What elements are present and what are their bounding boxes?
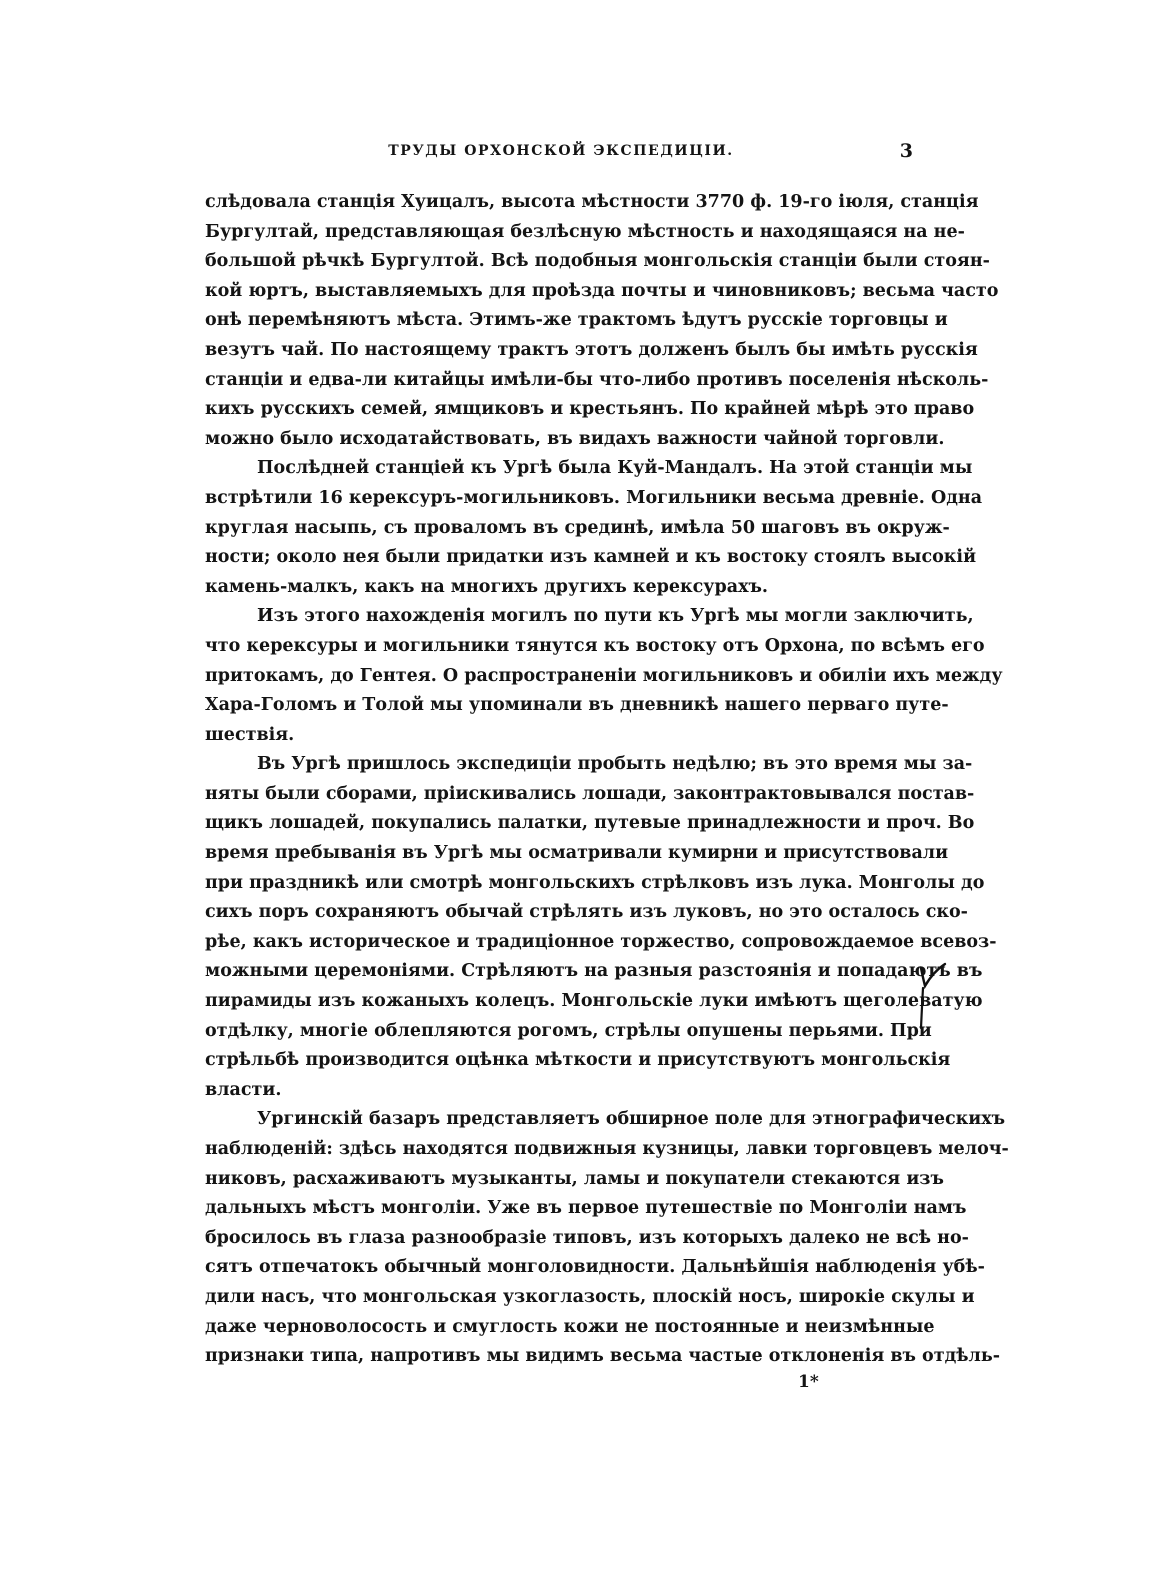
text-line: можно было исходатайствовать, въ видахъ важности чайной торговли. <box>205 428 945 449</box>
text-line: кихъ русскихъ семей, ямщиковъ и крестьянъ. По крайней мѣрѣ это право <box>205 399 975 420</box>
text-line: сихъ поръ сохраняютъ обычай стрѣлять изъ луковъ, но это осталось ско- <box>205 902 968 923</box>
running-title: ТРУДЫ ОРХОНСКОЙ ЭКСПЕДИЦІИ. <box>388 143 734 159</box>
text-line: дили насъ, что монгольская узкоглазость, плоскій носъ, широкіе скулы и <box>205 1286 975 1307</box>
text-line: щикъ лошадей, покупались палатки, путевые принадлежности и проч. Во <box>205 813 975 834</box>
text-line: встрѣтили 16 керексуръ-могильниковъ. Могильники весьма древніе. Одна <box>205 487 983 508</box>
text-line: власти. <box>205 1079 282 1100</box>
text-line: можными церемоніями. Стрѣляютъ на разныя разстоянія и попадаютъ въ <box>205 961 983 982</box>
handwritten-check-mark <box>915 958 955 1038</box>
text-line: дальныхъ мѣстъ монголіи. Уже въ первое путешествіе по Монголіи намъ <box>205 1198 967 1219</box>
text-line: Ургинскій базаръ представляетъ обширное поле для этнографическихъ <box>257 1109 1006 1130</box>
paragraph-3 <box>205 602 1003 750</box>
text-line: отдѣлку, многіе облепляются рогомъ, стрѣлы опушены перьями. При <box>205 1020 932 1041</box>
text-line: слѣдовала станція Хуицалъ, высота мѣстности 3770 ф. 19-го іюля, станція <box>205 192 979 212</box>
body-text <box>205 188 1009 1372</box>
paragraph-5 <box>205 1105 1009 1371</box>
page-header <box>205 138 917 164</box>
text-line: Послѣдней станціей къ Ургѣ была Куй-Мандалъ. На этой станціи мы <box>257 458 973 479</box>
text-line: Въ Ургѣ пришлось экспедиціи пробыть недѣлю; въ это время мы за- <box>257 754 973 775</box>
text-line: няты были сборами, пріискивались лошади, законтрактовывался постав- <box>205 783 975 804</box>
text-line: Хара-Голомъ и Толой мы упоминали въ дневникѣ нашего перваго путе- <box>205 695 949 716</box>
text-line: пирамиды изъ кожаныхъ колецъ. Монгольскіе луки имѣютъ щеголеватую <box>205 991 983 1012</box>
paragraph-4 <box>205 750 997 1105</box>
text-line: стрѣльбѣ производится оцѣнка мѣткости и присутствуютъ монгольскія <box>205 1050 951 1071</box>
text-line: шествія. <box>205 724 295 745</box>
text-line: время пребыванія въ Ургѣ мы осматривали кумирни и присутствовали <box>205 843 949 864</box>
text-line: наблюденій: здѣсь находятся подвижныя кузницы, лавки торговцевъ мелоч- <box>205 1139 1009 1159</box>
paragraph-1 <box>205 188 999 454</box>
text-line: при праздникѣ или смотрѣ монгольскихъ стрѣлковъ изъ лука. Монголы до <box>205 872 985 893</box>
paragraph-2 <box>205 454 983 602</box>
text-line: Бургултай, представляющая безлѣсную мѣстность и находящаяся на не- <box>205 221 965 242</box>
text-line: камень-малкъ, какъ на многихъ другихъ керексурахъ. <box>205 576 769 597</box>
text-line: рѣе, какъ историческое и традиціонное торжество, сопровождаемое всевоз- <box>205 931 997 952</box>
text-line: онѣ перемѣняютъ мѣста. Этимъ-же трактомъ ѣдутъ русскіе торговцы и <box>205 310 948 331</box>
text-line: кой юртъ, выставляемыхъ для проѣзда почты и чиновниковъ; весьма часто <box>205 280 999 301</box>
text-line: что керексуры и могильники тянутся къ востоку отъ Орхона, по всѣмъ его <box>205 635 985 656</box>
text-line: притокамъ, до Гентея. О распространеніи могильниковъ и обиліи ихъ между <box>205 665 1003 686</box>
text-line: везутъ чай. По настоящему трактъ этотъ долженъ былъ бы имѣть русскія <box>205 339 978 360</box>
text-line: станціи и едва-ли китайцы имѣли-бы что-либо противъ поселенія нѣсколь- <box>205 369 989 390</box>
signature-mark: 1* <box>798 1372 819 1392</box>
text-line: даже черноволосость и смуглость кожи не постоянные и неизмѣнные <box>205 1316 935 1337</box>
text-line: признаки типа, напротивъ мы видимъ весьма частые отклоненія въ отдѣль- <box>205 1346 1001 1367</box>
text-line: бросилось въ глаза разнообразіе типовъ, изъ которыхъ далеко не всѣ но- <box>205 1227 969 1248</box>
text-line: большой рѣчкѣ Бургултой. Всѣ подобныя монгольскія станціи были стоян- <box>205 251 990 272</box>
text-line: круглая насыпь, съ проваломъ въ срединѣ, имѣла 50 шаговъ въ окруж- <box>205 517 950 538</box>
text-line: сятъ отпечатокъ обычный монголовидности. Дальнѣйшія наблюденія убѣ- <box>205 1257 985 1278</box>
text-line: ности; около нея были придатки изъ камней и къ востоку стоялъ высокій <box>205 547 977 568</box>
page-number: 3 <box>899 140 913 162</box>
text-line: никовъ, расхаживаютъ музыканты, ламы и покупатели стекаются изъ <box>205 1168 944 1189</box>
text-line: Изъ этого нахожденія могилъ по пути къ Ургѣ мы могли заключить, <box>257 606 974 627</box>
